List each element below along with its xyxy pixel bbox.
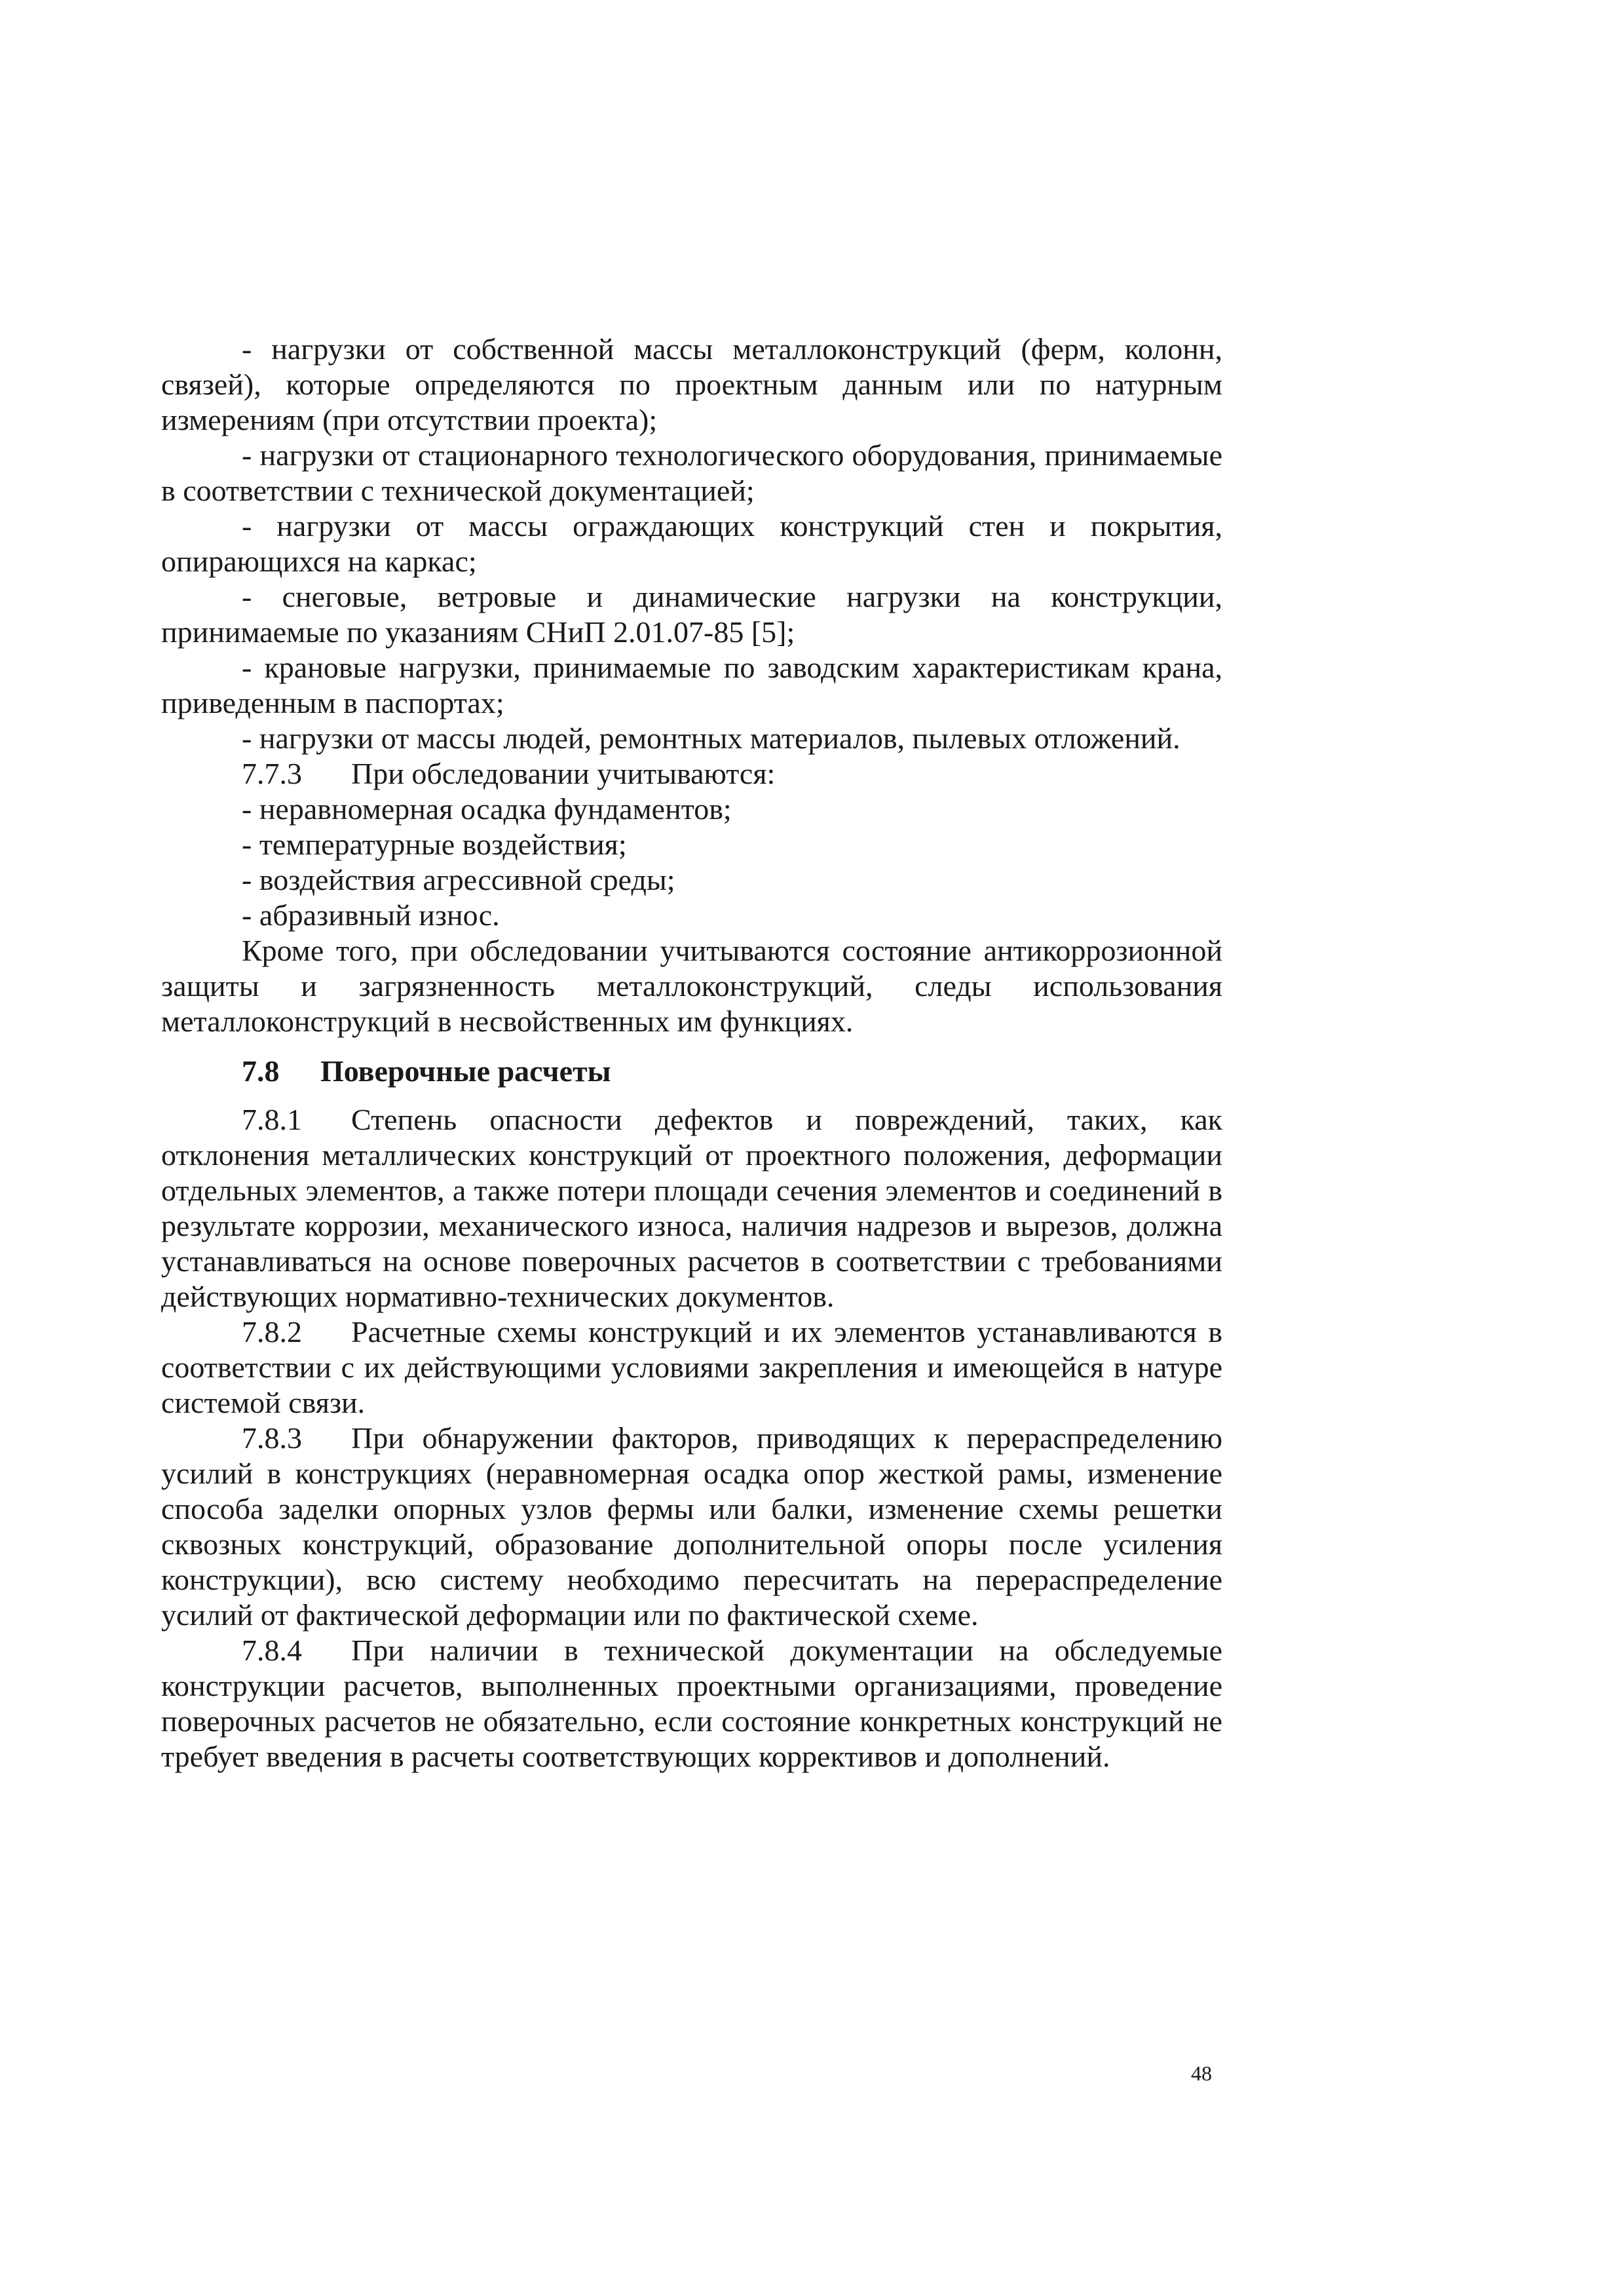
survey-factor-item: - абразивный износ. [242, 898, 500, 932]
load-item: - крановые нагрузки, принимаемые по заводским характеристикам крана, приведенным в паспортах; [161, 651, 1222, 719]
load-item: - нагрузки от массы ограждающих конструкций стен и покрытия, опирающихся на каркас; [161, 509, 1222, 578]
clause-7-7-3 [161, 756, 1222, 792]
clause-7-8-1 [161, 1102, 1222, 1314]
page-number: 48 [1191, 2061, 1212, 2085]
survey-factor-item: - температурные воздействия; [242, 828, 627, 861]
additional-paragraph: Кроме того, при обследовании учитываются состояние антикоррозионной защиты и загрязненность металлоконструкций, следы использования металлоконструкций в несвойственных им функциях. [161, 934, 1222, 1038]
clause-number: 7.8.2 [242, 1315, 302, 1349]
survey-factor-item: - неравномерная осадка фундаментов; [242, 792, 732, 826]
clause-7-8-3 [161, 1421, 1222, 1633]
load-item: - снеговые, ветровые и динамические нагрузки на конструкции, принимаемые по указаниям СНиП 2.01.07-85 [5]; [161, 580, 1222, 649]
load-item: - нагрузки от массы людей, ремонтных материалов, пылевых отложений. [242, 721, 1180, 755]
load-item: - нагрузки от собственной массы металлоконструкций (ферм, колонн, связей), которые определяются по проектным данным или по натурным измерениям (при отсутствии проекта); [161, 332, 1222, 436]
clause-number: 7.8.1 [242, 1103, 302, 1136]
clause-text: При обнаружении факторов, приводящих к перераспределению усилий в конструкциях (неравномерная осадка опор жесткой рамы, изменение способа заделки опорных узлов фермы или балки, изменение схемы решетки сквозных конструкций, образование дополнительной опоры после усиления конструкции), всю систему необходимо пересчитать на перераспределение усилий от фактической деформации или по фактической схеме. [161, 1421, 1222, 1632]
clause-7-8-4 [161, 1633, 1222, 1774]
clause-text: Степень опасности дефектов и повреждений, таких, как отклонения металлических конструкций от проектного положения, деформации отдельных элементов, а также потери площади сечения элементов и соединений в результате коррозии, механического износа, наличия надрезов и вырезов, должна устанавливаться на основе поверочных расчетов в соответствии с требованиями действующих нормативно-технических документов. [161, 1103, 1222, 1313]
clause-text: При наличии в технической документации на обследуемые конструкции расчетов, выполненных проектными организациями, проведение поверочных расчетов не обязательно, если состояние конкретных конструкций не требует введения в расчеты соответствующих коррективов и дополнений. [161, 1634, 1222, 1773]
clause-text: Расчетные схемы конструкций и их элементов устанавливаются в соответствии с их действующими условиями закрепления и имеющейся в натуре системой связи. [161, 1315, 1222, 1419]
section-title: Поверочные расчеты [320, 1054, 611, 1088]
clause-number: 7.8.3 [242, 1421, 302, 1455]
document-body [161, 332, 1222, 1774]
section-heading [161, 1054, 1222, 1089]
load-item: - нагрузки от стационарного технологического оборудования, принимаемые в соответствии с технической документацией; [161, 438, 1222, 507]
survey-factor-item: - воздействия агрессивной среды; [242, 863, 675, 896]
clause-number: 7.8.4 [242, 1634, 302, 1667]
clause-text: При обследовании учитываются: [351, 757, 776, 790]
clause-number: 7.7.3 [242, 757, 302, 790]
clause-7-8-2 [161, 1314, 1222, 1421]
section-number: 7.8 [242, 1054, 280, 1088]
